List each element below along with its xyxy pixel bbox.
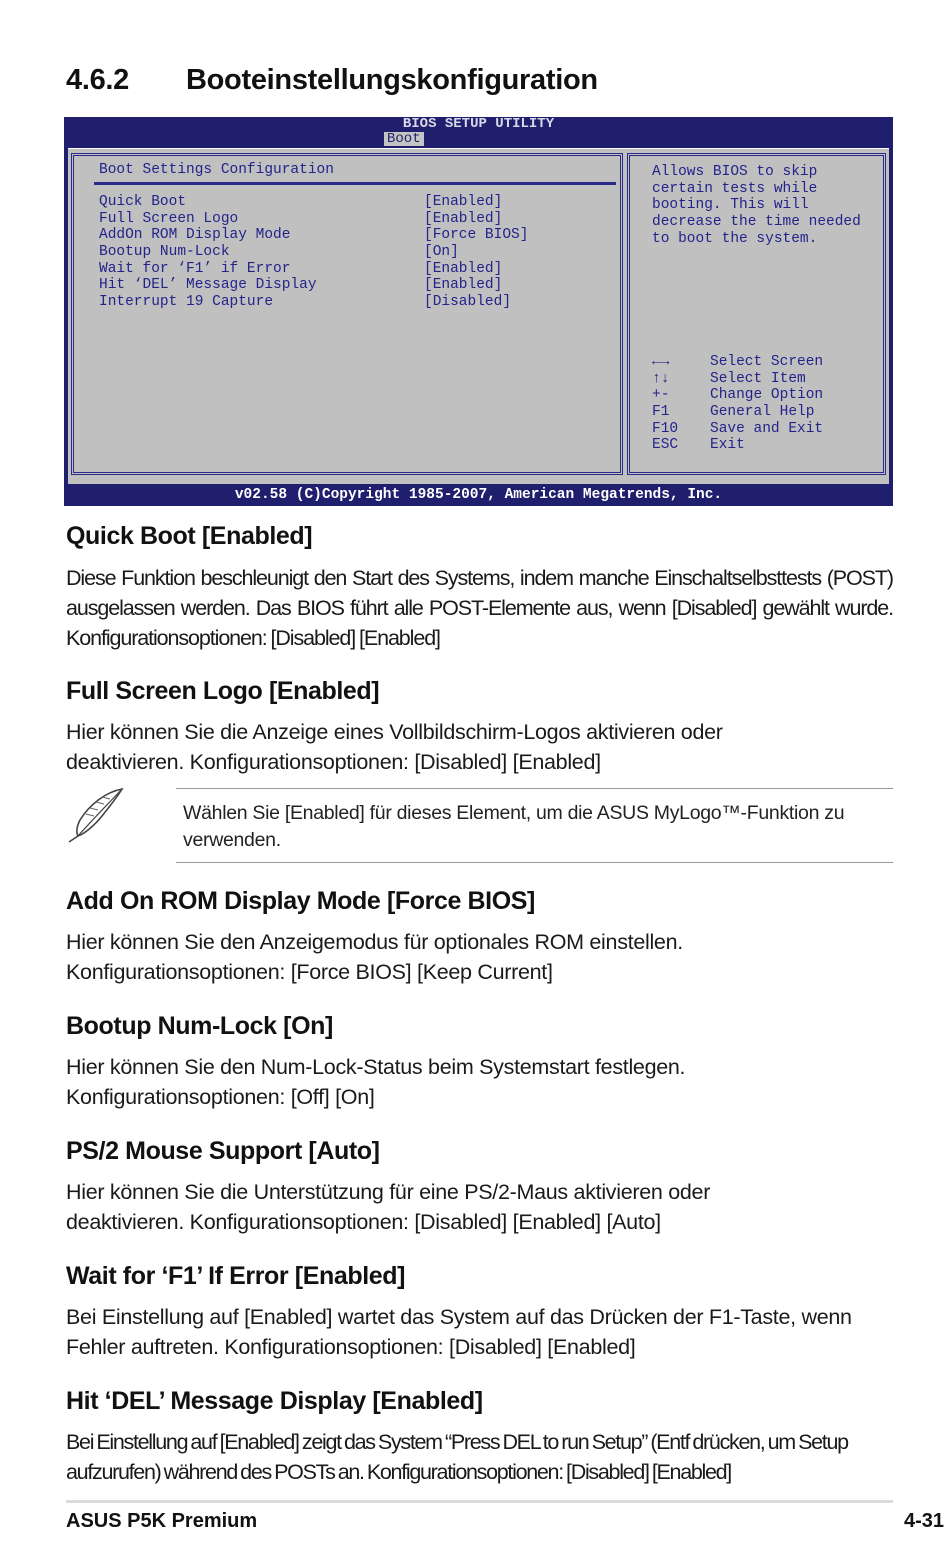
bios-key-row (652, 404, 882, 421)
bootup-numlock-text: Hier können Sie den Num-Lock-Status beim Systemstart festlegen. Konfigurationsoptionen: [Off] [On] (66, 1055, 686, 1109)
bios-help-text: Allows BIOS to skip certain tests while booting. This will decrease the time needed to boot the system. (652, 164, 861, 247)
bios-key-desc: Exit (710, 437, 745, 454)
bios-setting-row[interactable] (99, 261, 619, 278)
addon-rom-heading: Add On ROM Display Mode [Force BIOS] (66, 887, 535, 915)
bios-setting-value[interactable]: [Force BIOS] (424, 227, 529, 244)
bios-tab-boot[interactable]: Boot (384, 132, 424, 146)
bios-key-desc: Save and Exit (710, 420, 824, 437)
hit-del-text: Bei Einstellung auf [Enabled] zeigt das System “Press DEL to run Setup” (Entf drücken, um Setup aufzurufen) während des POSTs an. Konfigurationsoptionen: [Disabled] [Enabled] (66, 1430, 848, 1484)
bios-setting-label: Quick Boot (99, 194, 187, 210)
bios-key-desc: General Help (710, 404, 815, 421)
bootup-numlock-heading: Bootup Num-Lock [On] (66, 1012, 333, 1040)
wait-f1-text: Bei Einstellung auf [Enabled] wartet das System auf das Drücken der F1-Taste, wenn Fehler auftreten. Konfigurationsoptionen: [Disabled] [Enabled] (66, 1305, 852, 1359)
note-top-rule (176, 788, 893, 789)
footer-product: ASUS P5K Premium (66, 1510, 258, 1532)
bios-setting-value[interactable]: [Disabled] (424, 294, 512, 311)
bios-screenshot (64, 117, 893, 506)
bios-setting-row[interactable] (99, 294, 619, 311)
bios-key-row (652, 437, 882, 454)
bios-key-name: ↑↓ (652, 370, 670, 387)
ps2-mouse-heading: PS/2 Mouse Support [Auto] (66, 1137, 380, 1165)
bios-copyright: v02.58 (C)Copyright 1985-2007, American Megatrends, Inc. (234, 487, 723, 503)
addon-rom-text: Hier können Sie den Anzeigemodus für optionales ROM einstellen. Konfigurationsoptionen: [Force BIOS] [Keep Current] (66, 930, 683, 984)
bios-setting-label: AddOn ROM Display Mode (99, 227, 291, 244)
feather-pen-icon (64, 786, 126, 844)
bios-settings-panel (71, 153, 623, 475)
note-bottom-rule (176, 862, 893, 863)
note-text: Wählen Sie [Enabled] für dieses Element, um die ASUS MyLogo™-Funktion zu verwenden. (183, 802, 845, 851)
bios-setting-label: Hit ‘DEL’ Message Display (99, 277, 317, 294)
bios-heading-rule (94, 182, 616, 185)
bios-title: BIOS SETUP UTILITY (402, 116, 555, 132)
bios-setting-label: Wait for ‘F1’ if Error (99, 260, 291, 277)
bios-key-desc: Select Screen (710, 354, 824, 370)
bios-setting-value[interactable]: [Enabled] (424, 277, 503, 294)
full-screen-logo-heading: Full Screen Logo [Enabled] (66, 677, 380, 705)
bios-setting-value[interactable]: [Enabled] (424, 260, 503, 277)
quick-boot-text: Diese Funktion beschleunigt den Start des Systems, indem manche Einschaltselbsttests (POST) ausgelassen werden. Das BIOS führt alle POST-Elemente aus, wenn [Disabled] gewählt wurde. Konfigurationsoptionen: [Disabled] [Enabled] (66, 566, 893, 650)
bios-key-row (652, 354, 882, 371)
bios-setting-value[interactable]: [Enabled] (424, 194, 503, 210)
bios-key-name: ESC (652, 437, 679, 454)
bios-setting-label: Bootup Num-Lock (99, 244, 230, 261)
bios-key-row (652, 371, 882, 388)
section-number: 4.6.2 (66, 64, 129, 96)
bios-key-legend (652, 354, 882, 454)
quick-boot-heading: Quick Boot [Enabled] (66, 522, 313, 550)
bios-body (68, 148, 889, 484)
section-title: Booteinstellungskonfiguration (186, 64, 598, 96)
bios-setting-row[interactable] (99, 211, 619, 228)
bios-setting-row[interactable] (99, 277, 619, 294)
bios-settings-list (99, 194, 619, 311)
bios-setting-value[interactable]: [On] (424, 244, 459, 261)
footer-rule (66, 1500, 893, 1503)
bios-key-name: F10 (652, 420, 679, 437)
bios-setting-row[interactable] (99, 227, 619, 244)
bios-panel-heading: Boot Settings Configuration (99, 162, 334, 178)
hit-del-heading: Hit ‘DEL’ Message Display [Enabled] (66, 1387, 483, 1415)
page-title (66, 64, 598, 97)
bios-setting-label: Interrupt 19 Capture (99, 294, 274, 311)
bios-help-panel (627, 153, 886, 475)
bios-setting-row[interactable] (99, 244, 619, 261)
bios-key-desc: Change Option (710, 387, 824, 404)
bios-key-desc: Select Item (710, 370, 806, 387)
bios-setting-value[interactable]: [Enabled] (424, 210, 503, 227)
wait-f1-heading: Wait for ‘F1’ If Error [Enabled] (66, 1262, 406, 1290)
ps2-mouse-text: Hier können Sie die Unterstützung für eine PS/2-Maus aktivieren oder deaktivieren. Konfigurationsoptionen: [Disabled] [Enabled] [Auto] (66, 1180, 711, 1234)
bios-setting-row[interactable] (99, 194, 619, 211)
bios-setting-label: Full Screen Logo (99, 210, 239, 227)
bios-key-name: ←→ (652, 354, 670, 370)
full-screen-logo-text: Hier können Sie die Anzeige eines Vollbildschirm-Logos aktivieren oder deaktivieren. Konfigurationsoptionen: [Disabled] [Enabled] (66, 720, 723, 774)
bios-key-name: F1 (652, 404, 670, 421)
footer-page-number: 4-31 (903, 1510, 944, 1532)
bios-key-row (652, 387, 882, 404)
bios-key-name: +- (652, 387, 670, 404)
bios-key-row (652, 421, 882, 438)
